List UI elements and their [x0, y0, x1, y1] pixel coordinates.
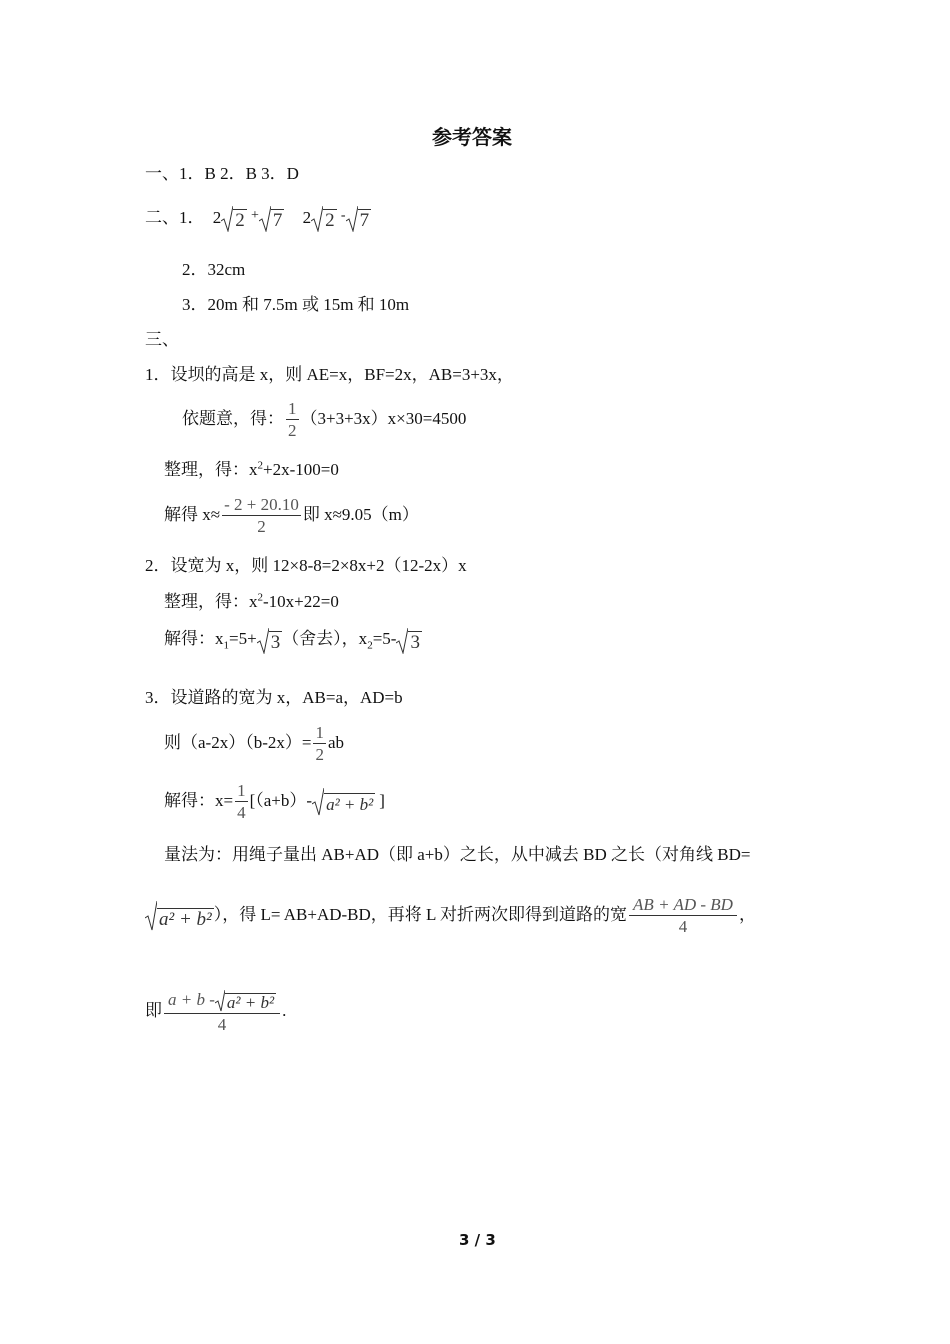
q1-b-op: - — [340, 208, 346, 223]
sqrt-a2-b2-b: a² + b² — [145, 901, 214, 931]
p3-line3: 解得：x= $\frac{1}{4}$ [（a+b）- a² + b² ] — [164, 781, 385, 822]
section-1-answers — [145, 164, 299, 184]
q1-a-op: + — [251, 208, 259, 223]
p3-line4: 量法为：用绳子量出 AB+AD（即 a+b）之长，从中减去 BD 之长（对角线 BD= — [164, 845, 751, 864]
sqrt-7-b: 7 — [346, 206, 372, 232]
p3-line6: 即 a + b - a² + b² 4 . — [145, 989, 287, 1034]
page-number: 3 / 3 — [459, 1231, 496, 1249]
sqrt-7-a: 7 — [259, 206, 285, 232]
fraction-one-half: $\frac{1}{2}$ — [288, 399, 297, 440]
fraction-one-half-b: $\frac{1}{2}$ — [315, 723, 324, 764]
section-2-label: 二、 — [145, 207, 179, 227]
section-2-q1 — [145, 206, 371, 232]
p2-line1: 2．设宽为 x，则 12×8-8=2×8x+2（12-2x）x — [145, 556, 467, 575]
p1-line2: 依题意，得： $\frac{1}{2}$ （3+3+3x）x×30=4500 — [182, 399, 467, 440]
p3-line1: 3．设道路的宽为 x，AB=a，AD=b — [145, 688, 403, 707]
section-2-q3: 3．20m 和 7.5m 或 15m 和 10m — [182, 295, 410, 314]
fraction-road-width: $\frac{AB + AD - BD}{4}$ — [629, 896, 737, 936]
sqrt-3-a: 3 — [257, 628, 283, 654]
sqrt-a2-b2-a: a² + b² — [312, 788, 375, 816]
p1-line1: 1．设坝的高是 x，则 AE=x，BF=2x，AB=3+3x， — [145, 365, 514, 384]
p3-line5: a² + b² ），得 L= AB+AD-BD，再将 L 对折两次即得到道路的宽 $\frac{AB + AD - BD}{4}$ ， — [145, 896, 756, 936]
p2-line2: 整理，得：$x^2-10x+22=0$ — [164, 591, 339, 611]
fraction-one-quarter: $\frac{1}{4}$ — [237, 781, 246, 822]
sqrt-2-a: 2 — [221, 206, 247, 232]
section-1-text: 1．B 2．B 3．D — [179, 164, 299, 183]
p1-line4: 解得 x≈ $\frac{- 2 + 20.10}{2}$ 即 x≈9.05（m） — [164, 495, 419, 536]
sqrt-2-b: 2 — [311, 206, 337, 232]
section-3-label: 三、 — [145, 330, 179, 349]
sqrt-a2-b2-c: a² + b² — [215, 990, 276, 1012]
section-2-q2: 2．32cm — [182, 260, 246, 279]
fraction-solution-x: $\frac{- 2 + 20.10}{2}$ — [224, 495, 299, 536]
page-title: 参考答案 — [432, 125, 512, 149]
p2-line3: 解得：$x_1=5+$ 3 （舍去），$x_2=5-$ 3 — [164, 629, 420, 653]
q1-a-coef: 2 — [212, 207, 222, 227]
fraction-final-answer: a + b - a² + b² 4 — [164, 990, 280, 1034]
p1-line3: 整理，得：$x^2+2x-100=0$ — [164, 459, 339, 479]
p3-line2: 则（a-2x）（b-2x）= $\frac{1}{2}$ ab — [164, 723, 345, 764]
q1-number: 1． — [179, 207, 205, 227]
section-1-label: 一、 — [145, 164, 179, 183]
q1-b-coef: 2 — [302, 207, 312, 227]
sqrt-3-b: 3 — [396, 628, 422, 654]
